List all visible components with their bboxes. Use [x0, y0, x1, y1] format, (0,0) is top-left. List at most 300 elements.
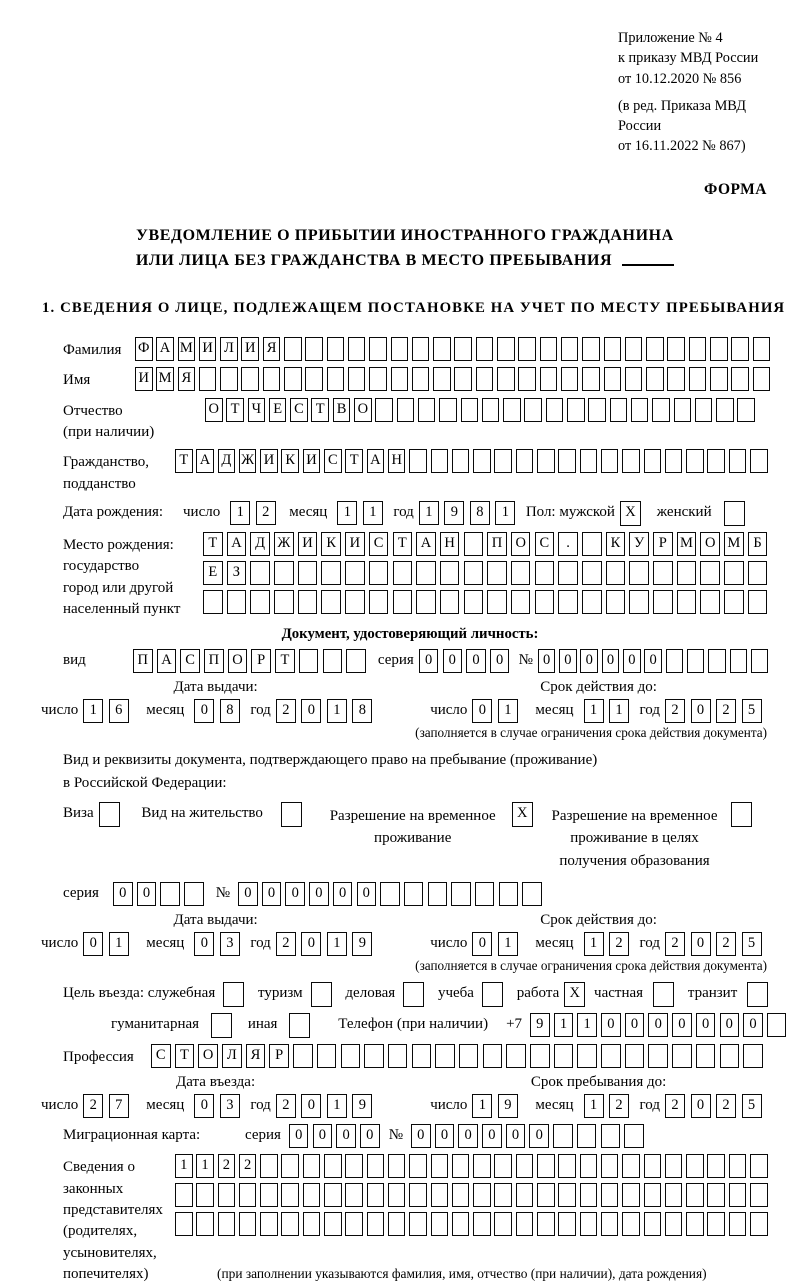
char-box-empty — [689, 337, 707, 361]
char-box-empty — [196, 1183, 214, 1207]
char-box-empty — [582, 590, 602, 614]
char-box-empty — [644, 1154, 662, 1178]
char-box-empty — [624, 1124, 644, 1148]
char-box-filled: М — [677, 532, 697, 556]
patronymic-label-line: (при наличии) — [63, 424, 155, 441]
char-box-filled: 2 — [665, 1094, 685, 1118]
char-box-empty — [580, 1154, 598, 1178]
visa-checkbox — [99, 802, 124, 827]
amendment-line: (в ред. Приказа МВД России — [618, 97, 747, 135]
birth-year-boxes — [419, 501, 521, 525]
char-box-empty — [452, 1154, 470, 1178]
gender-female-checkbox — [724, 501, 749, 526]
appendix-line: от 10.12.2020 № 856 — [618, 70, 742, 87]
issue-day-boxes — [83, 699, 134, 723]
char-box-empty — [327, 367, 345, 391]
month-label: месяц — [289, 503, 328, 520]
char-box-empty — [299, 649, 319, 673]
char-box-empty — [281, 1212, 299, 1236]
char-box-filled: М — [156, 367, 174, 391]
char-box-empty — [644, 1183, 662, 1207]
char-box-filled: Р — [653, 532, 673, 556]
char-box-filled: Т — [345, 449, 363, 473]
char-box-empty — [580, 449, 598, 473]
char-box-filled: О — [511, 532, 531, 556]
char-box-empty — [724, 590, 744, 614]
char-box-empty — [731, 367, 749, 391]
char-box-empty — [558, 1212, 576, 1236]
char-box-empty — [345, 561, 365, 585]
char-box-empty — [622, 449, 640, 473]
representatives-label-line: Сведения о — [63, 1159, 135, 1176]
char-box-filled: В — [333, 398, 351, 422]
issue-date-group — [41, 679, 390, 723]
char-box-filled: 2 — [609, 932, 629, 956]
birth-place-label-line: государство — [63, 558, 140, 575]
gender-female-label: женский — [656, 503, 712, 520]
expiry-day-boxes — [472, 699, 523, 723]
char-box-filled: 7 — [109, 1094, 129, 1118]
char-box-filled: О — [700, 532, 720, 556]
char-box-empty — [665, 449, 683, 473]
char-box-filled: 2 — [276, 932, 296, 956]
char-box-empty — [516, 1154, 534, 1178]
char-box-filled: 0 — [285, 882, 305, 906]
char-box-filled: 2 — [665, 699, 685, 723]
char-box-empty — [577, 1044, 597, 1068]
char-box-empty — [175, 1183, 193, 1207]
char-box-filled: 1 — [419, 501, 439, 525]
char-box-filled: 0 — [83, 932, 103, 956]
char-box-empty — [707, 1212, 725, 1236]
char-box-empty — [689, 367, 707, 391]
char-box-filled: 0 — [559, 649, 577, 673]
char-box-filled: 1 — [609, 699, 629, 723]
char-box-empty — [391, 337, 409, 361]
char-box-empty — [677, 590, 697, 614]
char-box-filled: 0 — [472, 932, 492, 956]
char-box-empty — [439, 398, 457, 422]
char-box-empty — [260, 1183, 278, 1207]
residence-permit-option — [141, 802, 305, 827]
char-box-empty — [327, 337, 345, 361]
char-box-empty — [239, 1183, 257, 1207]
number-label: № — [388, 1127, 403, 1144]
migration-series-boxes — [289, 1124, 384, 1148]
char-box-empty — [323, 649, 343, 673]
char-box-empty — [459, 1044, 479, 1068]
char-box-filled: 0 — [644, 649, 662, 673]
char-box-filled: Л — [220, 337, 238, 361]
char-box-filled: З — [227, 561, 247, 585]
char-box-empty — [767, 1013, 787, 1037]
char-box-empty — [743, 1044, 763, 1068]
char-box-empty — [729, 1212, 747, 1236]
char-box-empty — [708, 649, 726, 673]
char-box-filled: 1 — [327, 1094, 347, 1118]
char-box-filled: 0 — [691, 699, 711, 723]
edu-permit-label-line: проживание в целях — [570, 830, 699, 847]
char-box-empty — [497, 367, 515, 391]
visit-purpose-row2 — [111, 1013, 767, 1038]
char-box-empty — [317, 1044, 337, 1068]
char-box-filled: 0 — [289, 1124, 309, 1148]
char-box-empty — [686, 1183, 704, 1207]
day-label: число — [430, 1097, 468, 1114]
char-box-filled: 9 — [444, 501, 464, 525]
day-label: число — [430, 702, 468, 719]
visit-purpose-row — [63, 982, 767, 1007]
representatives-row2 — [175, 1183, 771, 1207]
migration-card-row — [63, 1124, 767, 1148]
char-box-empty — [710, 367, 728, 391]
char-box-filled: 0 — [262, 882, 282, 906]
char-box-filled: 1 — [498, 932, 518, 956]
char-box-empty — [263, 367, 281, 391]
char-box-filled: 1 — [327, 699, 347, 723]
char-box-empty — [184, 882, 204, 906]
profession-row — [63, 1044, 767, 1068]
char-box-filled: . — [558, 532, 578, 556]
char-box-filled: И — [345, 532, 365, 556]
identity-doc-row — [63, 649, 767, 673]
char-box-filled: X — [620, 501, 641, 526]
char-box-filled: Т — [226, 398, 244, 422]
char-box-empty — [388, 1154, 406, 1178]
expiry-date-group — [430, 679, 767, 723]
name-boxes — [135, 367, 774, 391]
char-box-filled: 0 — [360, 1124, 380, 1148]
char-box-empty — [707, 1154, 725, 1178]
expiry-date-fields — [430, 699, 767, 723]
char-box-filled: П — [133, 649, 153, 673]
char-box-empty — [731, 802, 752, 827]
char-box-empty — [452, 449, 470, 473]
patronymic-label — [63, 398, 205, 444]
char-box-filled: 0 — [301, 932, 321, 956]
char-box-filled: 1 — [175, 1154, 193, 1178]
char-box-empty — [409, 1212, 427, 1236]
char-box-filled: 2 — [716, 699, 736, 723]
char-box-filled: С — [290, 398, 308, 422]
char-box-empty — [305, 337, 323, 361]
char-box-filled: А — [156, 337, 174, 361]
char-box-empty — [606, 561, 626, 585]
char-box-empty — [473, 1212, 491, 1236]
char-box-empty — [324, 1212, 342, 1236]
char-box-empty — [516, 1183, 534, 1207]
char-box-empty — [553, 1124, 573, 1148]
char-box-empty — [223, 982, 244, 1007]
char-box-empty — [580, 1212, 598, 1236]
char-box-empty — [750, 449, 768, 473]
char-box-empty — [625, 337, 643, 361]
visa-label: Виза — [63, 804, 94, 821]
char-box-filled: 0 — [435, 1124, 455, 1148]
char-box-filled: А — [196, 449, 214, 473]
char-box-empty — [622, 1154, 640, 1178]
char-box-empty — [700, 590, 720, 614]
char-box-filled: М — [724, 532, 744, 556]
char-box-empty — [577, 1124, 597, 1148]
char-box-empty — [750, 1154, 768, 1178]
patronymic-label-line: Отчество — [63, 402, 123, 419]
char-box-empty — [601, 1124, 621, 1148]
char-box-filled: 0 — [301, 699, 321, 723]
char-box-filled: 0 — [580, 649, 598, 673]
representatives-note: (при заполнении указываются фамилия, имя, отчество (при наличии), дата рождения) — [217, 1266, 707, 1282]
expiry-month-boxes — [584, 932, 635, 956]
char-box-filled: 1 — [584, 1094, 604, 1118]
char-box-filled: 0 — [625, 1013, 645, 1037]
birth-date-label: Дата рождения: — [63, 503, 164, 520]
char-box-filled: 8 — [470, 501, 490, 525]
char-box-empty — [203, 590, 223, 614]
issue-date-group — [41, 912, 390, 956]
char-box-filled: П — [487, 532, 507, 556]
birth-place-row2 — [203, 561, 772, 585]
char-box-empty — [412, 337, 430, 361]
year-label: год — [250, 935, 271, 952]
char-box-filled: 0 — [720, 1013, 740, 1037]
char-box-filled: 0 — [419, 649, 439, 673]
char-box-empty — [700, 561, 720, 585]
char-box-empty — [293, 1044, 313, 1068]
form-label: ФОРМА — [703, 180, 767, 198]
char-box-filled: 0 — [691, 932, 711, 956]
char-box-empty — [646, 337, 664, 361]
char-box-empty — [409, 449, 427, 473]
char-box-empty — [558, 590, 578, 614]
representatives-label-line: (родителях, — [63, 1223, 138, 1240]
char-box-empty — [397, 398, 415, 422]
form-title-line2-wrap — [43, 248, 767, 274]
char-box-filled: 0 — [194, 932, 214, 956]
char-box-filled: 2 — [609, 1094, 629, 1118]
char-box-empty — [558, 449, 576, 473]
work-checkbox — [564, 982, 589, 1007]
char-box-empty — [431, 1183, 449, 1207]
entry-year-boxes — [276, 1094, 378, 1118]
char-box-empty — [435, 1044, 455, 1068]
char-box-empty — [274, 590, 294, 614]
char-box-empty — [369, 590, 389, 614]
day-label: число — [430, 935, 468, 952]
entry-date-group — [41, 1074, 390, 1118]
char-box-filled: 0 — [194, 699, 214, 723]
char-box-filled: 0 — [113, 882, 133, 906]
profession-label: Профессия — [63, 1049, 134, 1066]
char-box-empty — [606, 590, 626, 614]
birth-day-boxes — [230, 501, 281, 525]
private-checkbox — [653, 982, 678, 1007]
char-box-filled: 5 — [742, 932, 762, 956]
char-box-filled: А — [157, 649, 177, 673]
char-box-filled: 1 — [196, 1154, 214, 1178]
char-box-filled: 0 — [301, 1094, 321, 1118]
representatives-label-line: законных — [63, 1180, 124, 1197]
char-box-empty — [99, 802, 120, 827]
char-box-empty — [274, 561, 294, 585]
char-box-empty — [622, 1183, 640, 1207]
char-box-empty — [375, 398, 393, 422]
char-box-filled: 9 — [498, 1094, 518, 1118]
char-box-filled: 6 — [109, 699, 129, 723]
char-box-empty — [644, 449, 662, 473]
char-box-empty — [731, 337, 749, 361]
char-box-filled: 3 — [220, 932, 240, 956]
char-box-empty — [499, 882, 519, 906]
char-box-empty — [303, 1212, 321, 1236]
char-box-empty — [530, 1044, 550, 1068]
char-box-empty — [281, 802, 302, 827]
char-box-empty — [582, 367, 600, 391]
char-box-filled: Т — [175, 1044, 195, 1068]
profession-boxes — [151, 1044, 767, 1068]
char-box-filled: 1 — [554, 1013, 574, 1037]
char-box-filled: Ж — [239, 449, 257, 473]
official-checkbox — [223, 982, 248, 1007]
char-box-filled: 0 — [623, 649, 641, 673]
birth-place-row3 — [203, 590, 772, 614]
entry-dates — [41, 1074, 767, 1118]
expiry-day-boxes — [472, 932, 523, 956]
humanitarian-label: гуманитарная — [111, 1016, 200, 1033]
entry-day-boxes — [83, 1094, 134, 1118]
char-box-empty — [729, 449, 747, 473]
day-label: число — [41, 935, 79, 952]
char-box-empty — [494, 1212, 512, 1236]
char-box-empty — [537, 449, 555, 473]
purpose-label: Цель въезда: служебная — [63, 985, 216, 1002]
char-box-empty — [348, 337, 366, 361]
char-box-empty — [305, 367, 323, 391]
char-box-filled: Р — [269, 1044, 289, 1068]
char-box-empty — [433, 337, 451, 361]
issue-date-title: Дата выдачи: — [173, 679, 258, 696]
char-box-filled: 1 — [577, 1013, 597, 1037]
char-box-empty — [546, 398, 564, 422]
char-box-filled: 1 — [83, 699, 103, 723]
char-box-filled: 0 — [472, 699, 492, 723]
char-box-empty — [391, 367, 409, 391]
char-box-empty — [464, 590, 484, 614]
char-box-empty — [524, 398, 542, 422]
char-box-empty — [345, 1183, 363, 1207]
char-box-filled: И — [298, 532, 318, 556]
temp-permit-label-line: проживание — [374, 830, 452, 847]
char-box-filled: И — [241, 337, 259, 361]
residence-doc-options — [63, 802, 767, 873]
char-box-empty — [281, 1183, 299, 1207]
expiry-note: (заполняется в случае ограничения срока действия документа) — [415, 958, 767, 974]
char-box-empty — [341, 1044, 361, 1068]
char-box-filled: 0 — [538, 649, 556, 673]
char-box-empty — [511, 590, 531, 614]
form-title-line1: УВЕДОМЛЕНИЕ О ПРИБЫТИИ ИНОСТРАННОГО ГРАЖДАНИНА — [136, 226, 674, 244]
char-box-filled: С — [324, 449, 342, 473]
char-box-filled: Т — [393, 532, 413, 556]
month-label: месяц — [535, 1097, 574, 1114]
char-box-empty — [720, 1044, 740, 1068]
edu-permit-label — [549, 802, 721, 873]
business-label: деловая — [345, 985, 396, 1002]
char-box-filled: 0 — [506, 1124, 526, 1148]
year-label: год — [393, 503, 414, 520]
char-box-filled: 2 — [256, 501, 276, 525]
issue-date-title: Дата выдачи: — [173, 912, 258, 929]
representatives-row3 — [175, 1212, 771, 1236]
char-box-empty — [451, 882, 471, 906]
char-box-filled: И — [260, 449, 278, 473]
year-label: год — [250, 702, 271, 719]
char-box-filled: Т — [203, 532, 223, 556]
char-box-empty — [652, 398, 670, 422]
month-label: месяц — [535, 935, 574, 952]
char-box-filled: 0 — [601, 1013, 621, 1037]
identity-doc-heading: Документ, удостоверяющий личность: — [281, 626, 539, 643]
other-checkbox — [289, 1013, 314, 1038]
char-box-filled: 0 — [696, 1013, 716, 1037]
expiry-year-boxes — [665, 699, 767, 723]
char-box-filled: А — [416, 532, 436, 556]
char-box-empty — [729, 1154, 747, 1178]
char-box-filled: 0 — [466, 649, 486, 673]
char-box-empty — [369, 561, 389, 585]
char-box-filled: 0 — [357, 882, 377, 906]
char-box-empty — [604, 367, 622, 391]
residence-doc-dates — [41, 912, 767, 956]
char-box-filled: М — [178, 337, 196, 361]
residence-series-boxes — [113, 882, 208, 906]
char-box-filled: Т — [275, 649, 295, 673]
form-title — [43, 223, 767, 274]
char-box-empty — [433, 367, 451, 391]
char-box-filled: 0 — [238, 882, 258, 906]
char-box-filled: Я — [263, 337, 281, 361]
char-box-empty — [440, 590, 460, 614]
char-box-filled: С — [151, 1044, 171, 1068]
char-box-empty — [518, 337, 536, 361]
char-box-filled: И — [135, 367, 153, 391]
char-box-empty — [218, 1183, 236, 1207]
amendment-line: от 16.11.2022 № 867) — [618, 138, 746, 155]
char-box-empty — [724, 501, 745, 526]
private-label: частная — [594, 985, 644, 1002]
representatives-label — [63, 1154, 175, 1285]
char-box-filled: X — [512, 802, 533, 827]
char-box-empty — [737, 398, 755, 422]
char-box-empty — [346, 649, 366, 673]
tourism-checkbox — [311, 982, 336, 1007]
residence-doc-intro-line2: в Российской Федерации: — [63, 775, 227, 792]
char-box-filled: 2 — [665, 932, 685, 956]
char-box-filled: Д — [218, 449, 236, 473]
birth-place-label-line: Место рождения: — [63, 536, 174, 553]
char-box-empty — [404, 882, 424, 906]
doc-type-label: вид — [63, 652, 86, 669]
business-checkbox — [403, 982, 428, 1007]
char-box-empty — [646, 367, 664, 391]
char-box-filled: 2 — [716, 1094, 736, 1118]
char-box-empty — [473, 1154, 491, 1178]
representatives-boxes — [175, 1154, 771, 1282]
char-box-empty — [540, 367, 558, 391]
birth-place-row1 — [203, 532, 772, 556]
char-box-empty — [369, 337, 387, 361]
char-box-empty — [311, 982, 332, 1007]
char-box-empty — [588, 398, 606, 422]
